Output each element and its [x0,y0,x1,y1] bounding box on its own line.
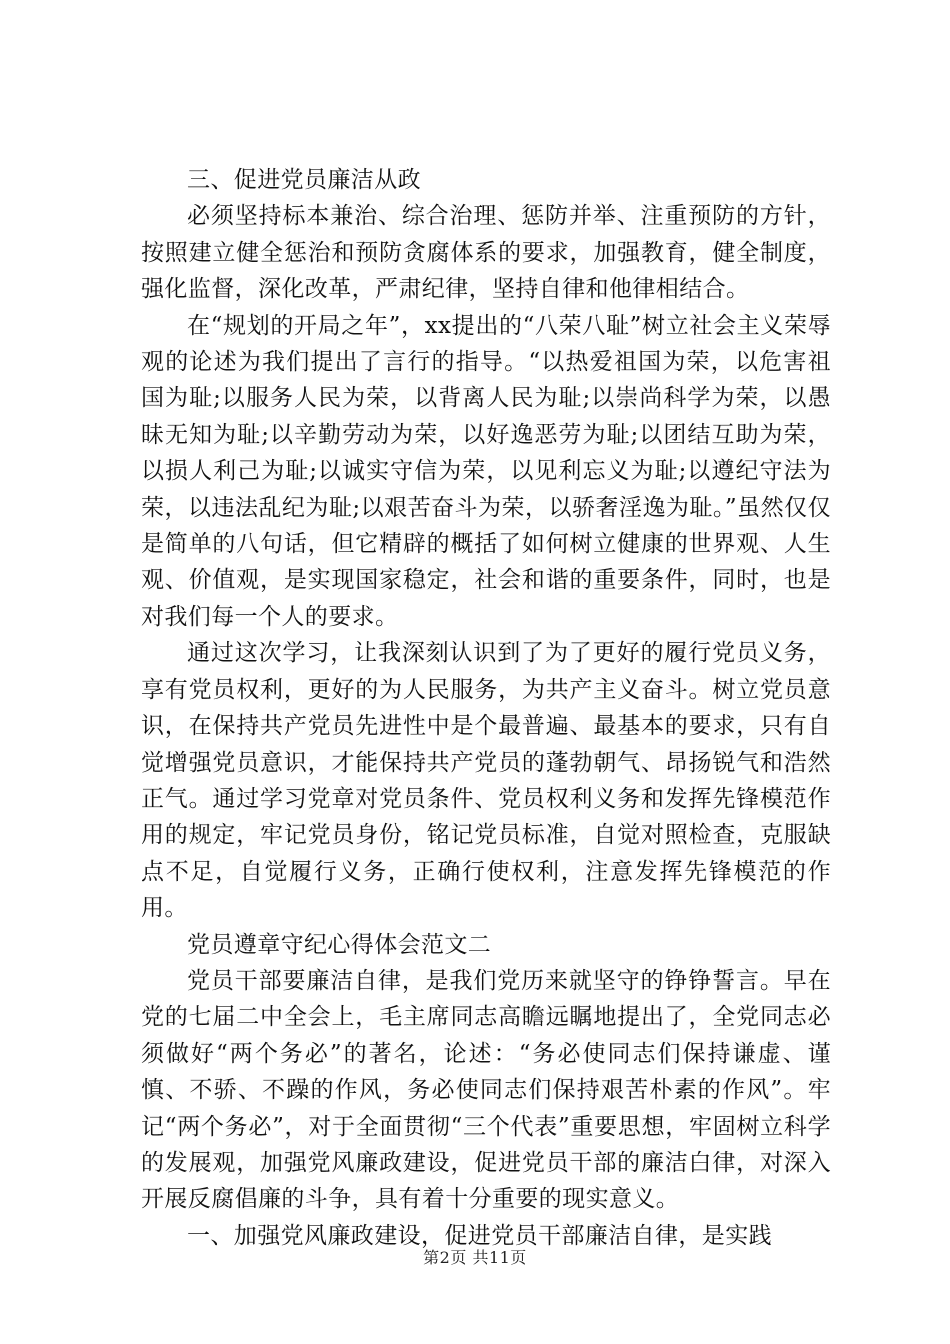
paragraph-self-discipline: 党员干部要廉洁自律，是我们党历来就坚守的铮铮誓言。早在党的七届二中全会上，毛主席同志高瞻远瞩地提出了，全党同志必须做好“两个务必”的著名，论述：“务必使同志们保持谦虚、谨慎、不骄、不躁的作风，务必使同志们保持艰苦朴素的作风”。牢记“两个务必”，对于全面贯彻“三个代表”重要思想，牢固树立科学的发展观，加强党风廉政建设，促进党员干部的廉洁白律，对深入开展反腐倡廉的斗争，具有着十分重要的现实意义。 [141,967,831,1213]
section-heading-part-one: 一、加强党风廉政建设，促进党员干部廉洁自律，是实践 [187,1222,772,1249]
paragraph-eight-honors: 在“规划的开局之年”，xx提出的“八荣八耻”树立社会主义荣辱观的论述为我们提出了言行的指导。“以热爱祖国为荣，以危害祖国为耻;以服务人民为荣，以背离人民为耻;以崇尚科学为荣，以愚昧无知为耻;以辛勤劳动为荣，以好逸恶劳为耻;以团结互助为荣，以损人利己为耻;以诚实守信为荣，以见利忘义为耻;以遵纪守法为荣，以违法乱纪为耻;以艰苦奋斗为荣，以骄奢淫逸为耻。”虽然仅仅是简单的八句话，但它精辟的概括了如何树立健康的世界观、人生观、价值观，是实现国家稳定，社会和谐的重要条件，同时，也是对我们每一个人的要求。 [141,312,831,630]
document-body [141,162,831,1254]
page-number-footer: 第2页 共11页 [423,1248,527,1267]
paragraph-policy: 必须坚持标本兼治、综合治理、惩防并举、注重预防的方针，按照建立健全惩治和预防贪腐体系的要求，加强教育，健全制度，强化监督，深化改革，严肃纪律，坚持自律和他律相结合。 [141,203,831,303]
section-heading-sample-two: 党员遵章守纪心得体会范文二 [187,931,492,958]
section-heading-promote-integrity: 三、促进党员廉洁从政 [187,167,421,193]
paragraph-study-reflection: 通过这次学习，让我深刻认识到了为了更好的履行党员义务，享有党员权利，更好的为人民服务，为共产主义奋斗。树立党员意识，在保持共产党员先进性中是个最普遍、最基本的要求，只有自觉增强党员意识，才能保持共产党员的蓬勃朝气、昂扬锐气和浩然正气。通过学习党章对党员条件、党员权利义务和发挥先锋模范作用的规定，牢记党员身份，铭记党员标准，自觉对照检查，克服缺点不足，自觉履行义务，正确行使权利，注意发挥先锋模范的作用。 [141,640,831,922]
